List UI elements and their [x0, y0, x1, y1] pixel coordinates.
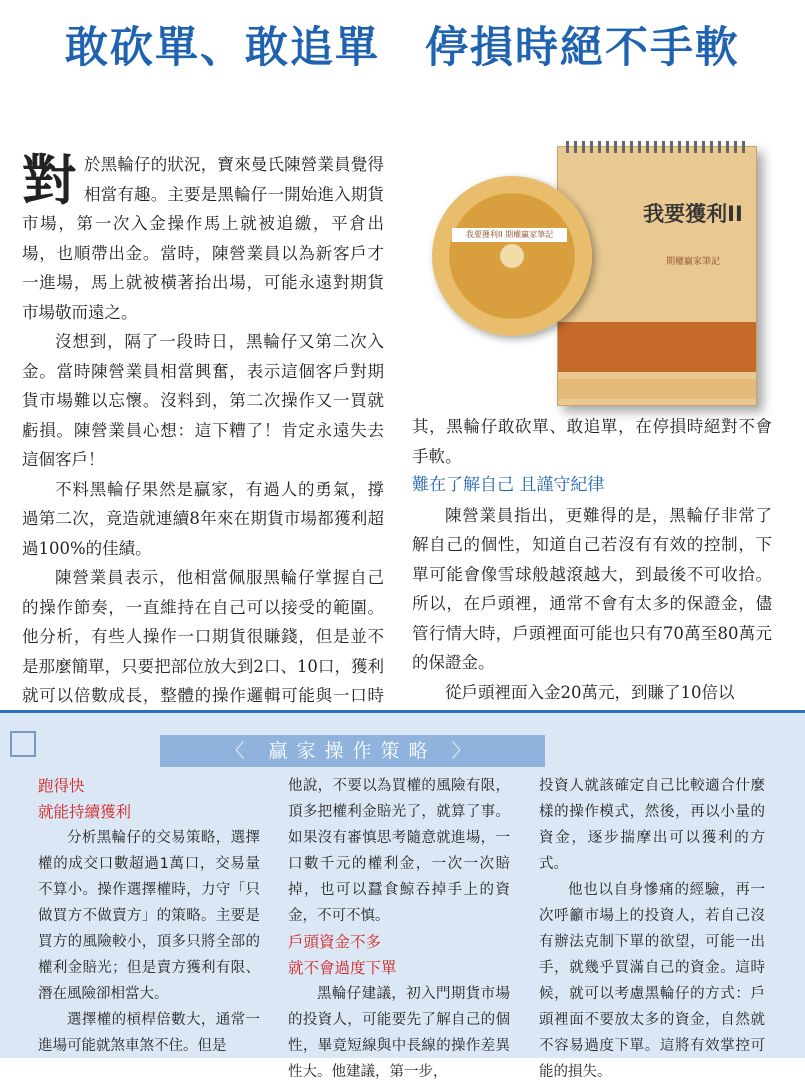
strategy-paragraph: 選擇權的槓桿倍數大，通常一進場可能就煞車煞不住。但是: [38, 1012, 260, 1054]
paragraph: 沒想到，隔了一段時日，黑輪仔又第二次入金。當時陳營業員相當興奮，表示這個客戶對期貨市場難以忘懷。沒料到，第二次操作又一買就虧損。陳營業員心想：這下糟了！肯定永遠失去這個客戶！: [22, 332, 384, 469]
book-subtitle: 期權贏家筆記: [665, 257, 720, 267]
disc-label: 我要獲利II 期權贏家筆記: [452, 228, 567, 242]
paragraph: 陳營業員指出，更難得的是，黑輪仔非常了解自己的個性，知道自己若沒有有效的控制，下單可能會像雪球般越滾越大，到最後不可收拾。所以，在戶頭裡，通常不會有太多的保證金，儘管行情大時，戶頭裡面可能也只有70萬至80萬元的保證金。: [412, 505, 772, 672]
strategy-column-1: [38, 773, 260, 1059]
strategy-paragraph: 他說，不要以為買權的風險有限，頂多把權利金賠光了，就算了事。如果沒有審慎思考隨意就進場，一口數千元的權利金，一次一次賠掉，也可以蠶食鯨吞掉手上的資金，不可不慎。: [288, 778, 510, 924]
strategy-paragraph: 分析黑輪仔的交易策略，選擇權的成交口數超過1萬口，交易量不算小。操作選擇權時，力守「只做買方不做賣方」的策略。主要是買方的風險較小，頂多只將全部的權利金賠光；但是賣方獲利有限、潛在風險卻相當大。: [38, 830, 260, 1002]
strategy-subhead: 就能持續獲利: [38, 803, 132, 821]
paragraph: [22, 150, 384, 327]
paragraph: 陳營業員表示，他相當佩服黑輪仔掌握自己的操作節奏，一直維持在自己可以接受的範圍。他分析，有些人操作一口期貨很賺錢，但是並不是那麼簡單，只要把部位放大到2口、10口，獲利就可以倍數成長，整體的操作邏輯可能與一口時: [22, 568, 384, 705]
article-column-left: [22, 150, 384, 770]
paragraph: 不料黑輪仔果然是贏家，有過人的勇氣，撐過第二次，竟造就連續8年來在期貨市場都獲利超過100%的佳績。: [22, 479, 384, 558]
article-column-right: [412, 412, 772, 707]
paragraph: 從戶頭裡面入金20萬元，到賺了10倍以: [445, 682, 735, 702]
cover-band: [558, 322, 756, 372]
strategy-paragraph: 投資人就該確定自己比較適合什麼樣的操作模式，然後，再以小量的資金，逐步揣摩出可以獲利的方式。: [539, 778, 765, 872]
strategy-column-3: [539, 773, 765, 1085]
cd-disc: [432, 176, 592, 336]
paragraph: 其，黑輪仔敢砍單、敢追單，在停損時絕對不會手軟。: [412, 417, 772, 466]
strategy-subhead: 跑得快: [38, 777, 85, 795]
book-title: 我要獲利II: [643, 202, 743, 226]
strategy-paragraph: 黑輪仔建議，初入門期貨市場的投資人，可能要先了解自己的個性，畢竟短線與中長線的操作差異性大。他建議，第一步，: [288, 986, 510, 1080]
book-illustration: [432, 136, 777, 406]
spiral-binding: [566, 141, 748, 153]
strategy-subhead: 就不會過度下單: [288, 959, 397, 977]
drop-cap: 對: [22, 148, 76, 212]
strategy-column-2: [288, 773, 510, 1085]
corner-ornament: [10, 731, 36, 757]
strategy-paragraph: 他也以自身慘痛的經驗，再一次呼籲市場上的投資人，若自己沒有辦法克制下單的欲望，可能一出手，就幾乎買滿自己的資金。這時候，就可以考慮黑輪仔的方式：戶頭裡面不要放太多的資金，自然就不容易過度下單。這將有效掌控可能的損失。: [539, 882, 765, 1080]
strategy-box: [0, 710, 805, 1080]
paragraph-text: 於黑輪仔的狀況，寶來曼氏陳營業員覺得相當有趣。主要是黑輪仔一開始進入期貨市場，第一次入金操作馬上就被追繳，平倉出場，也順帶出金。當時，陳營業員以為新客戶才一進場，馬上就被橫著抬出場，可能永遠對期貨市場敬而遠之。: [22, 155, 384, 322]
article-headline: 敢砍單、敢追單 停損時絕不手軟: [65, 23, 740, 73]
strategy-subhead: 戶頭資金不多: [288, 933, 382, 951]
section-subhead: 難在了解自己 且謹守紀律: [412, 475, 605, 495]
strategy-banner: 〈 贏家操作策略 〉: [160, 735, 545, 767]
cover-band-lower: [558, 379, 756, 399]
